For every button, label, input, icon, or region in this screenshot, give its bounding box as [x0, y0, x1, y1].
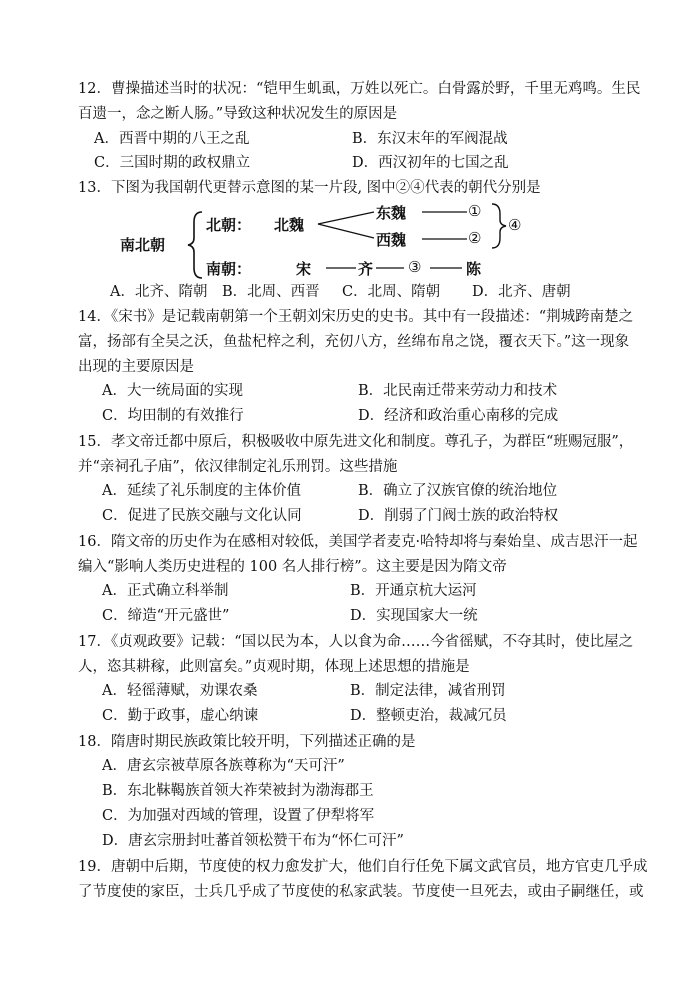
q17-option-d: D．整顿吏治，裁减冗员 — [350, 708, 507, 724]
q14-stem-line3: 出现的主要原因是 — [78, 359, 194, 375]
branch-west — [318, 224, 374, 238]
root-label: 南北朝 — [120, 236, 166, 254]
q14-option-c: C．均田制的有效推行 — [102, 408, 244, 424]
q15-option-a: A．延续了礼乐制度的主体价值 — [102, 483, 301, 499]
chen-dynasty: 陈 — [466, 260, 482, 278]
q12-option-a: A．西晋中期的八王之乱 — [94, 131, 250, 147]
circle-3: ③ — [408, 258, 422, 276]
q13-option-a: A．北齐、隋朝 — [110, 284, 208, 300]
main-brace — [188, 212, 202, 278]
q16-stem-line1: 16．隋文帝的历史作为在感相对较低，美国学者麦克·哈特却将与秦始皇、成吉思汗一起 — [78, 534, 638, 550]
branch-east — [318, 212, 374, 224]
q19-stem-line2: 了节度使的家臣，士兵几乎成了节度使的私家武装。节度使一旦死去，或由子嗣继任，或 — [78, 884, 644, 900]
song-dynasty: 宋 — [296, 260, 312, 278]
q17-stem-line2: 人，恣其耕稼，此则富矣。”贞观时期，体现上述思想的措施是 — [78, 659, 470, 675]
q18-option-c: C．为加强对西域的管理，设置了伊犁将军 — [102, 808, 375, 824]
q16-option-b: B．开通京杭大运河 — [350, 583, 477, 599]
q15-option-b: B．确立了汉族官僚的统治地位 — [358, 483, 558, 499]
q14-stem-line1: 14．《宋书》是记载南朝第一个王朝刘宋历史的史书。其中有一段描述：“荆城跨南楚之 — [78, 309, 634, 325]
east-wei: 东魏 — [376, 204, 407, 222]
q15-option-c: C．促进了民族交融与文化认同 — [102, 508, 302, 524]
dynasty-diagram — [110, 200, 550, 280]
q15-option-d: D．削弱了门阀士族的政治特权 — [358, 508, 559, 524]
q12-option-b: B．东汉末年的军阀混战 — [352, 131, 508, 147]
circle-2: ② — [468, 229, 482, 247]
south-label: 南朝： — [206, 260, 252, 278]
q17-option-c: C．勤于政事，虚心纳谏 — [102, 708, 259, 724]
q16-stem-line2: 编入“影响人类历史进程的 100 名人排行榜”。这主要是因为隋文帝 — [78, 559, 507, 575]
q13-option-c: C．北周、隋朝 — [342, 284, 441, 300]
q14-option-a: A．大一统局面的实现 — [102, 383, 243, 399]
qi-dynasty: 齐 — [358, 260, 374, 278]
q18-option-d: D．唐玄宗册封吐蕃首领松赞干布为“怀仁可汗” — [102, 833, 404, 849]
q18-option-b: B．东北靺鞨族首领大祚荣被封为渤海郡王 — [102, 783, 374, 799]
q17-stem-line1: 17．《贞观政要》记载：“国以民为本，人以食为命……今省徭赋，不夺其时，使比屋之 — [78, 634, 634, 650]
q13-option-d: D．北齐、唐朝 — [472, 284, 571, 300]
q15-stem-line2: 并“亲祠孔子庙”，依汉律制定礼乐刑罚。这些措施 — [78, 459, 398, 475]
q16-option-d: D．实现国家大一统 — [350, 608, 478, 624]
q16-option-a: A．正式确立科举制 — [102, 583, 229, 599]
circle-4: ④ — [508, 216, 522, 234]
q19-stem-line1: 19．唐朝中后期，节度使的权力愈发扩大，他们自行任免下属文武官员，地方官吏几乎成 — [78, 859, 648, 875]
q14-stem-line2: 富，扬部有全吴之沃，鱼盐杞梓之利，充仞八方，丝绵布帛之饶，覆衣天下。”这一现象 — [78, 334, 630, 350]
q12-stem-line2: 百遗一，念之断人肠。”导致这种状况发生的原因是 — [78, 106, 398, 122]
dynasty-diagram-lines — [110, 200, 550, 280]
q12-option-d: D．西汉初年的七国之乱 — [352, 155, 509, 171]
q16-option-c: C．缔造“开元盛世” — [102, 608, 230, 624]
north-label: 北朝： — [206, 216, 252, 234]
q13-option-b: B．北周、西晋 — [222, 284, 320, 300]
q17-option-b: B．制定法律，减省刑罚 — [350, 683, 506, 699]
q12-stem-line1: 12．曹操描述当时的状况：“铠甲生虮虱，万姓以死亡。白骨露於野，千里无鸡鸣。生民 — [78, 81, 641, 97]
q18-stem: 18．隋唐时期民族政策比较开明，下列描述正确的是 — [78, 734, 416, 750]
north-wei: 北魏 — [274, 216, 305, 234]
q14-option-d: D．经济和政治重心南移的完成 — [358, 408, 559, 424]
q17-option-a: A．轻徭薄赋，劝课农桑 — [102, 683, 258, 699]
q14-option-b: B．北民南迁带来劳动力和技术 — [358, 383, 558, 399]
q18-option-a: A．唐玄宗被草原各族尊称为“天可汗” — [102, 758, 345, 774]
q15-stem-line1: 15．孝文帝迁都中原后，积极吸收中原先进文化和制度。尊孔子，为群臣“班赐冠服”， — [78, 434, 634, 450]
circle-1: ① — [468, 202, 482, 220]
west-wei: 西魏 — [376, 231, 407, 249]
q13-stem: 13．下图为我国朝代更替示意图的某一片段, 图中②④代表的朝代分别是 — [78, 180, 541, 196]
right-brace — [492, 204, 506, 248]
q12-option-c: C．三国时期的政权鼎立 — [94, 155, 251, 171]
